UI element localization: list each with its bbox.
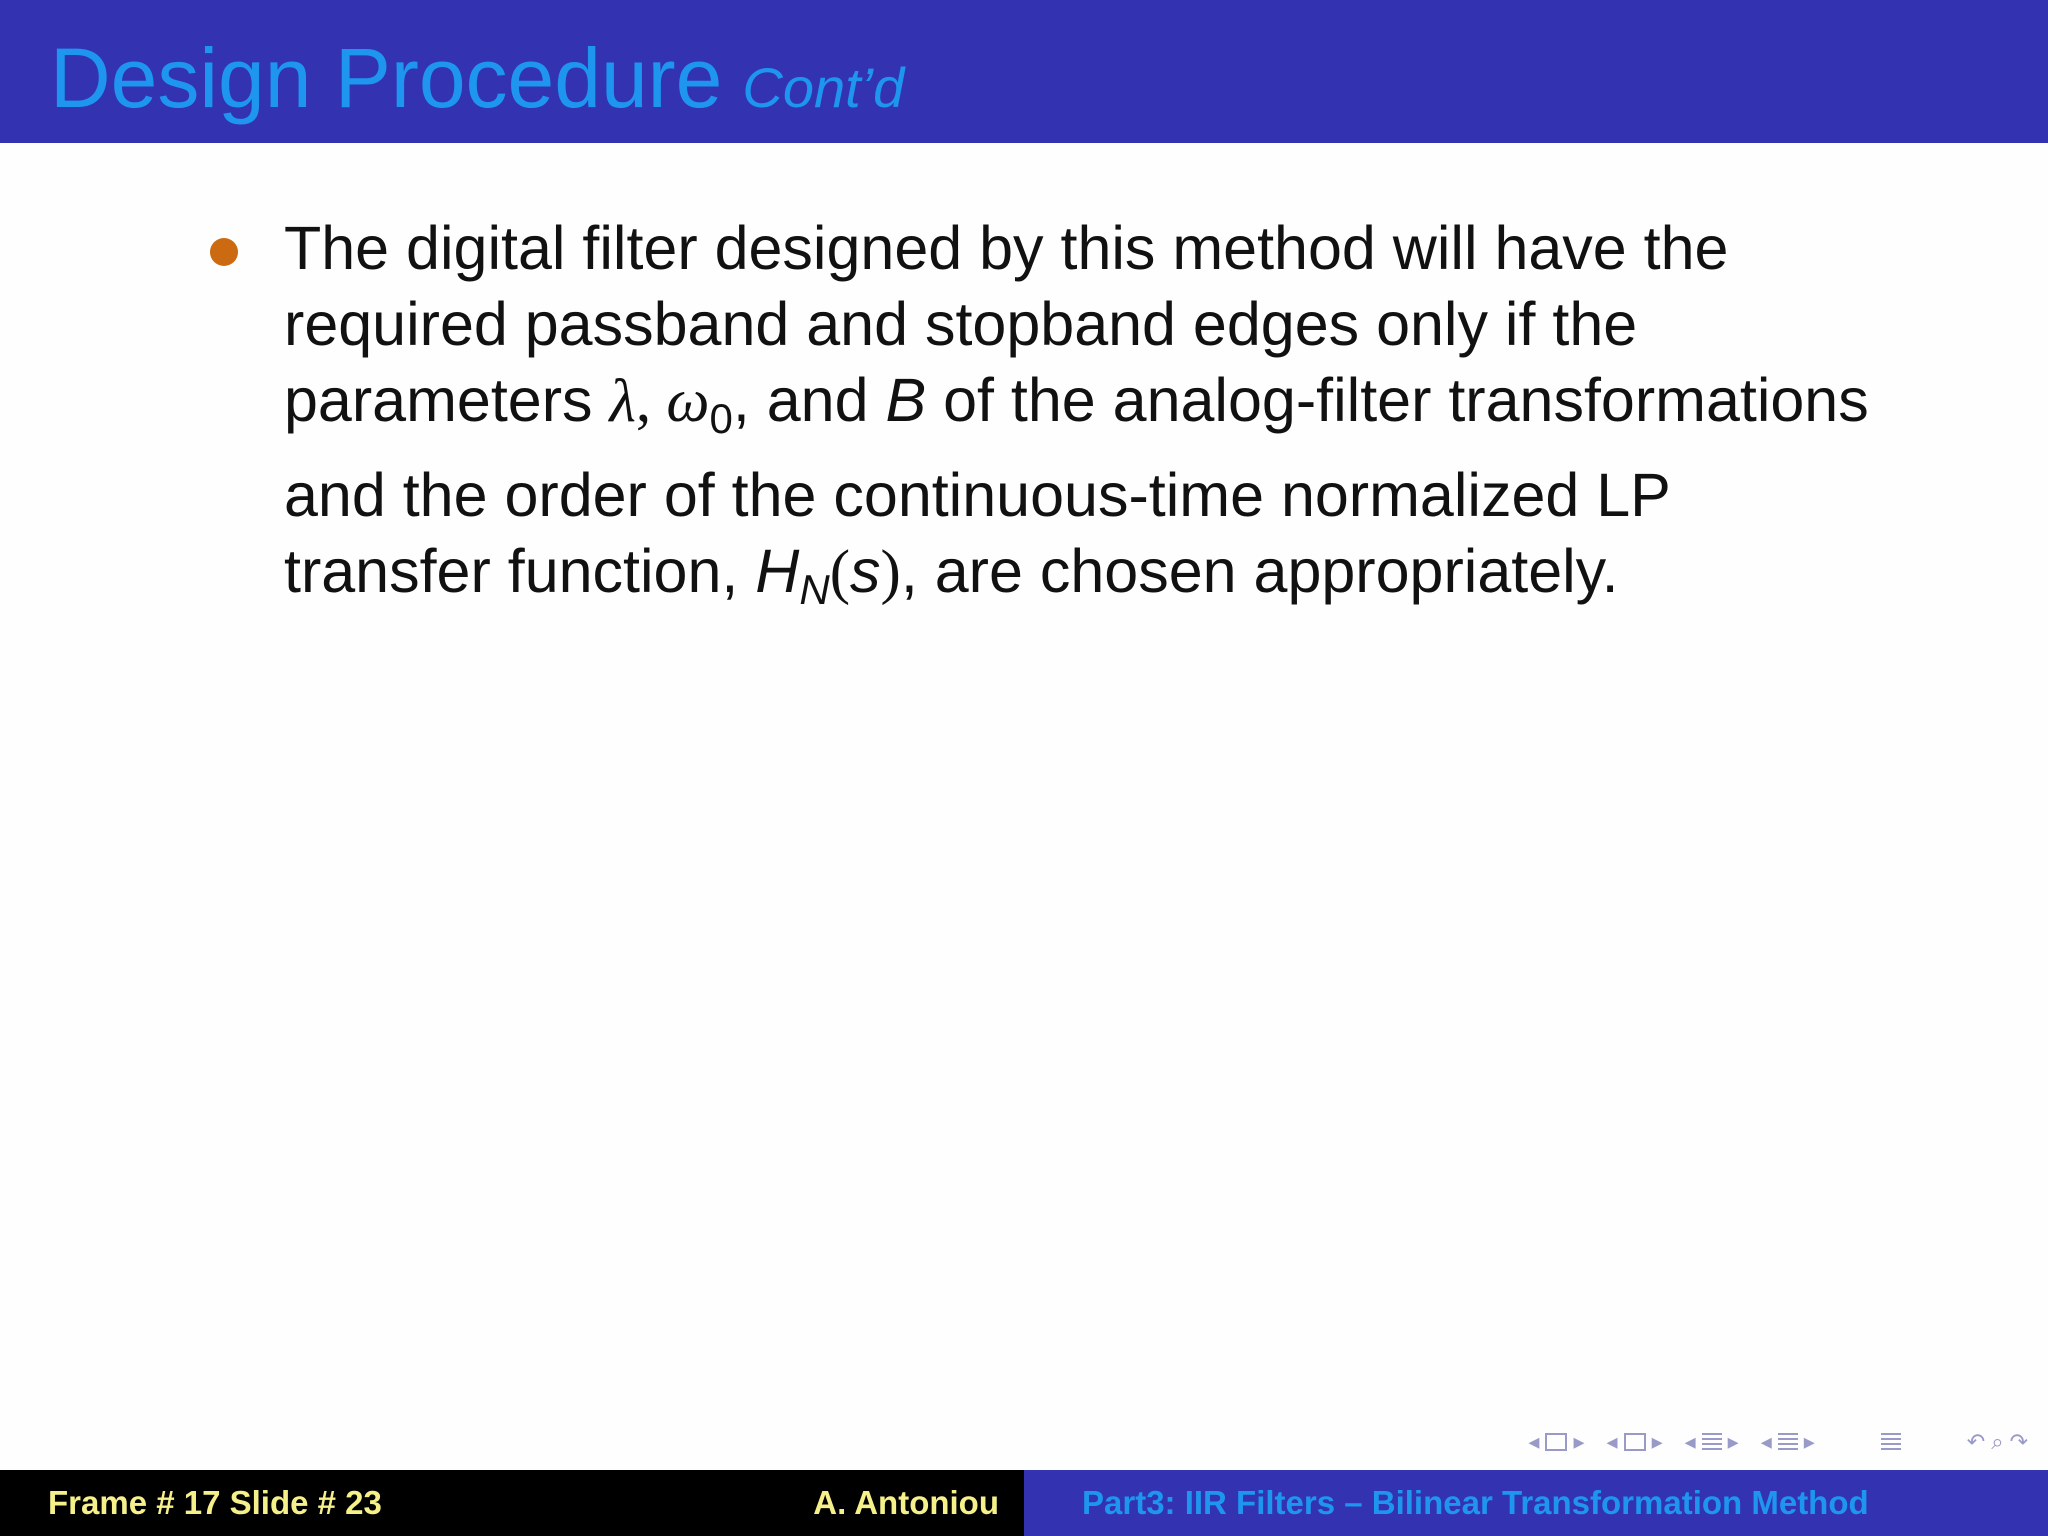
nav-search-icon[interactable]: ⌕ bbox=[1991, 1429, 2004, 1454]
nav-right-arrow-icon[interactable]: ▸ bbox=[1651, 1429, 1663, 1454]
header-bar bbox=[0, 0, 2048, 143]
h-symbol: H bbox=[755, 537, 800, 605]
line3-post: of the analog-filter transformations bbox=[926, 366, 1869, 434]
line5-post: , are chosen appropriately. bbox=[900, 537, 1619, 605]
nav-forward-icon[interactable]: ↷ bbox=[2009, 1429, 2028, 1454]
footer-right bbox=[1024, 1470, 2048, 1536]
bullet-dot-icon bbox=[210, 238, 238, 266]
line3-mid: , and bbox=[732, 366, 886, 434]
nav-left-arrow-icon[interactable]: ◂ bbox=[1760, 1429, 1772, 1454]
nav-right-arrow-icon[interactable]: ▸ bbox=[1727, 1429, 1739, 1454]
omega-subscript: 0 bbox=[709, 395, 733, 442]
s-symbol: s bbox=[850, 537, 881, 605]
bullet-line-4: and the order of the continuous-time normalized LP bbox=[284, 461, 1671, 529]
b-symbol: B bbox=[885, 366, 927, 434]
nav-left-arrow-icon[interactable]: ◂ bbox=[1528, 1429, 1540, 1454]
bullet-item bbox=[200, 210, 1900, 628]
comma-1: , bbox=[635, 368, 667, 435]
beamer-nav-bar bbox=[1528, 1424, 2028, 1460]
nav-frame-icon[interactable] bbox=[1545, 1433, 1567, 1451]
paren-close: ) bbox=[880, 539, 901, 606]
slide-content bbox=[200, 210, 1900, 628]
nav-left-arrow-icon[interactable]: ◂ bbox=[1684, 1429, 1696, 1454]
footer bbox=[0, 1470, 2048, 1536]
h-subscript: N bbox=[799, 566, 830, 613]
bullet-text bbox=[284, 210, 1900, 628]
nav-left-arrow-icon[interactable]: ◂ bbox=[1606, 1429, 1618, 1454]
nav-right-arrow-icon[interactable]: ▸ bbox=[1573, 1429, 1585, 1454]
author-name: A. Antoniou bbox=[813, 1484, 999, 1521]
part-title: Part3: IIR Filters – Bilinear Transformation Method bbox=[1082, 1484, 1869, 1521]
slide-title bbox=[50, 30, 904, 127]
bullet-line-5 bbox=[284, 533, 1900, 628]
line5-pre: transfer function, bbox=[284, 537, 756, 605]
bullet-line-1: The digital filter designed by this method will have the bbox=[284, 214, 1729, 282]
nav-section-icon[interactable] bbox=[1702, 1433, 1722, 1451]
line3-pre: parameters bbox=[284, 366, 610, 434]
footer-left bbox=[0, 1470, 1024, 1536]
title-main: Design Procedure bbox=[50, 31, 723, 125]
bullet-line-3 bbox=[284, 362, 1900, 457]
lambda-symbol: λ bbox=[609, 368, 636, 435]
nav-back-icon[interactable]: ↶ bbox=[1966, 1429, 1986, 1454]
nav-document-icon[interactable] bbox=[1778, 1433, 1798, 1451]
title-suffix: Cont’d bbox=[742, 56, 905, 119]
nav-subsection-icon[interactable] bbox=[1624, 1433, 1646, 1451]
nav-right-arrow-icon[interactable]: ▸ bbox=[1803, 1429, 1815, 1454]
omega-symbol: ω bbox=[666, 368, 710, 435]
frame-slide-number: Frame # 17 Slide # 23 bbox=[48, 1484, 382, 1521]
paren-open: ( bbox=[829, 539, 851, 606]
bullet-line-2: required passband and stopband edges only if the bbox=[284, 290, 1638, 358]
nav-appendix-icon[interactable] bbox=[1881, 1433, 1901, 1451]
